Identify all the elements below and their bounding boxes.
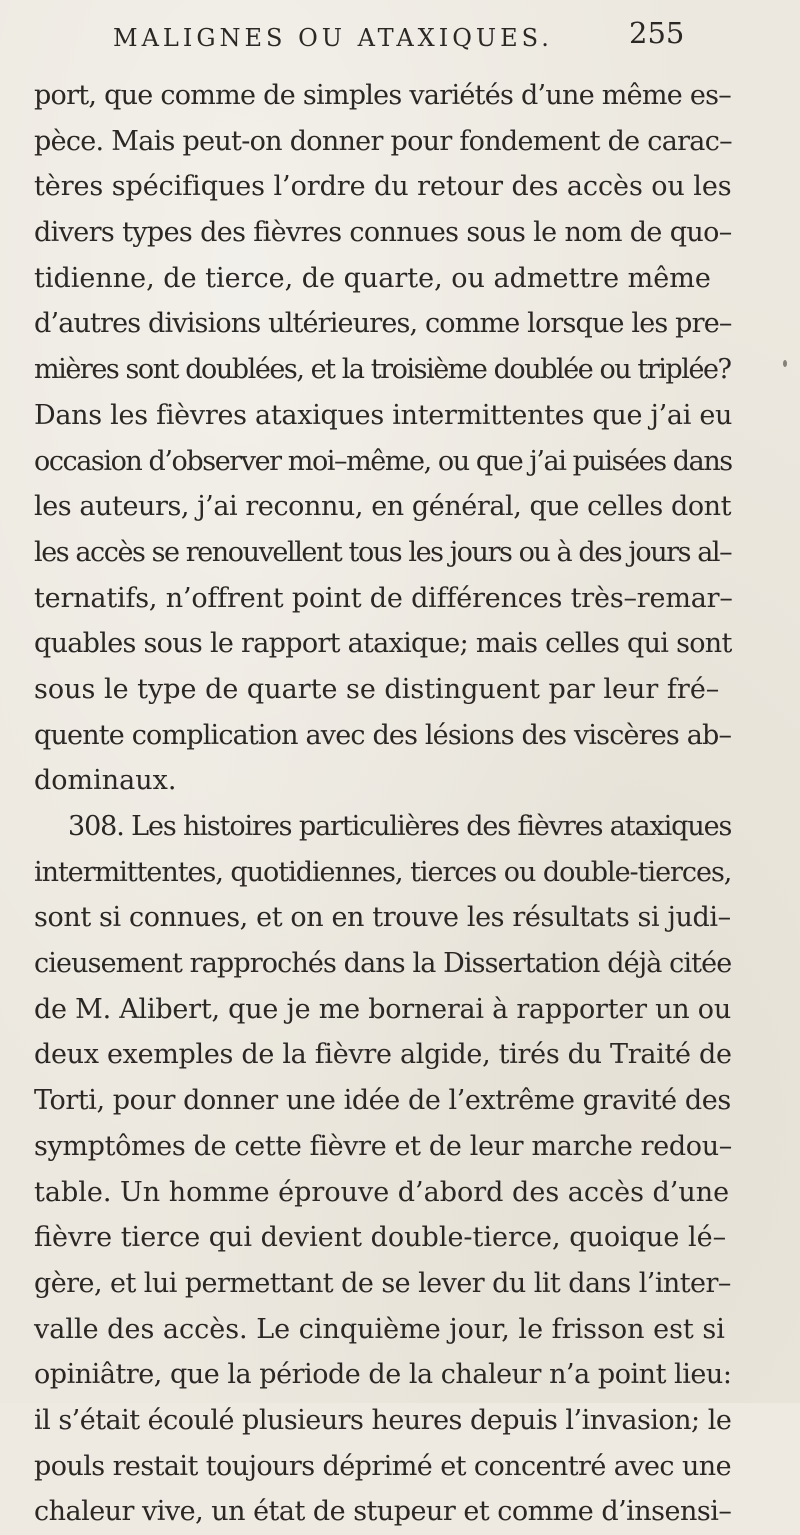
text-line: gère, et lui permettant de se lever du lit dans l’inter– [34, 1267, 731, 1299]
text-line: tidienne, de tierce, de quarte, ou admettre même [34, 262, 711, 294]
body-text [34, 73, 734, 1535]
text-line: ternatifs, n’offrent point de différences très–remar– [34, 582, 733, 614]
text-line: chaleur vive, un état de stupeur et comme d’insensi– [34, 1496, 732, 1528]
text-line: deux exemples de la fièvre algide, tirés du Traité de [34, 1039, 732, 1071]
text-line: pouls restait toujours déprimé et concentré avec une [34, 1450, 732, 1482]
page-number: 255 [629, 16, 685, 50]
text-line: cieusement rapprochés dans la Dissertation déjà citée [34, 948, 732, 980]
text-line: valle des accès. Le cinquième jour, le frisson est si [34, 1313, 725, 1345]
text-line: occasion d’observer moi–même, ou que j’ai puisées dans [34, 445, 732, 477]
text-line: divers types des fièvres connues sous le nom de quo– [34, 217, 732, 249]
text-line: Dans les fièvres ataxiques intermittentes que j’ai eu [34, 399, 733, 431]
text-line: il s’était écoulé plusieurs heures depuis l’invasion; le [34, 1404, 732, 1436]
text-line: d’autres divisions ultérieures, comme lorsque les pre– [34, 308, 732, 340]
running-title: MALIGNES OU ATAXIQUES. [113, 24, 553, 52]
text-line: quente complication avec des lésions des viscères ab– [34, 719, 732, 751]
ink-spot [783, 360, 787, 367]
text-line: pèce. Mais peut-on donner pour fondement de carac– [34, 125, 732, 157]
text-line: quables sous le rapport ataxique; mais celles qui sont [34, 628, 732, 660]
text-line: sont si connues, et on en trouve les résultats si judi– [34, 902, 731, 934]
text-line: les auteurs, j’ai reconnu, en général, que celles dont [34, 491, 732, 523]
text-line: fièvre tierce qui devient double-tierce, quoique lé– [34, 1222, 727, 1254]
text-line: de M. Alibert, que je me bornerai à rapporter un ou [34, 993, 731, 1025]
paragraph-start-line: 308. Les histoires particulières des fièvres ataxiques [68, 811, 732, 842]
text-line: dominaux. [34, 765, 177, 797]
running-head [0, 8, 800, 68]
text-line: intermittentes, quotidiennes, tierces ou double-tierces, [34, 856, 732, 888]
text-line: port, que comme de simples variétés d’une même es– [34, 80, 732, 111]
text-line: sous le type de quarte se distinguent par leur fré– [34, 673, 720, 705]
text-line: opiniâtre, que la période de la chaleur n’a point lieu: [34, 1359, 732, 1391]
text-line: les accès se renouvellent tous les jours ou à des jours al– [34, 536, 732, 568]
text-line: mières sont doublées, et la troisième doublée ou triplée? [34, 354, 731, 386]
text-line: symptômes de cette fièvre et de leur marche redou– [34, 1130, 732, 1162]
text-line: table. Un homme éprouve d’abord des accès d’une [34, 1176, 730, 1208]
text-line: Torti, pour donner une idée de l’extrême gravité des [34, 1085, 731, 1117]
text-line: tères spécifiques l’ordre du retour des accès ou les [34, 171, 732, 203]
